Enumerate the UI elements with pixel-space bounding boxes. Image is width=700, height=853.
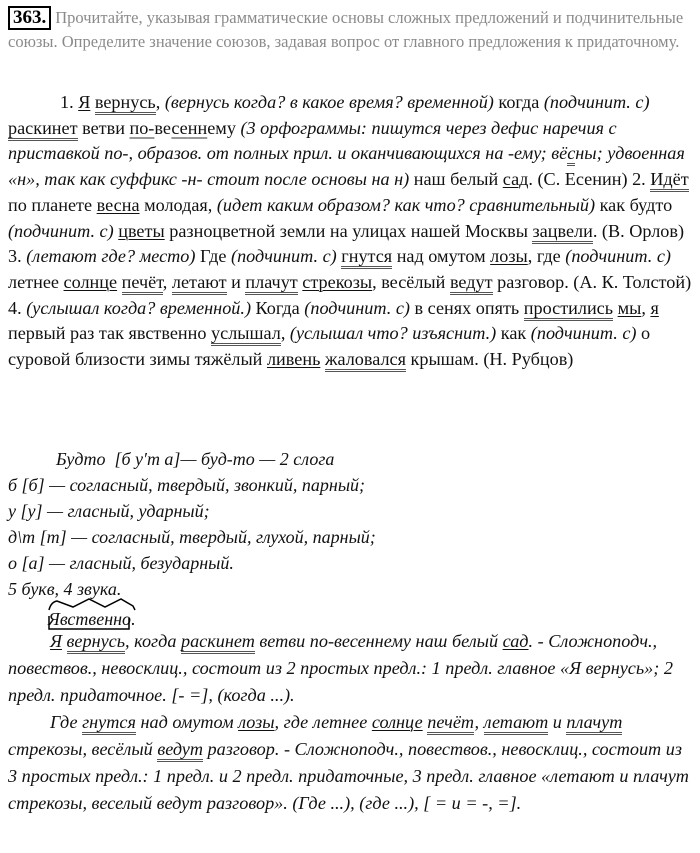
predicate: печёт: [427, 712, 474, 735]
subject: солнце: [63, 271, 118, 292]
conj-note: (подчинит. с): [543, 92, 650, 112]
question-note: (идет каким образом? как что? сравнительный): [216, 194, 596, 215]
subject: ливень: [266, 349, 321, 370]
punct: ,: [155, 92, 161, 112]
predicate: летают: [172, 272, 227, 295]
subject: Я: [78, 92, 91, 112]
sentence-number: 2.: [632, 169, 646, 190]
sentence-parsing: [8, 628, 694, 817]
conj-note: (подчинит. с): [304, 297, 410, 318]
orthogram: нн: [187, 117, 208, 138]
note-text: ны; удвоенная «н», так как суффикс -н- стоит после основы на н): [8, 143, 685, 190]
phonetic-line: д\т [т] — согласный, твердый, глухой, парный;: [8, 527, 376, 547]
conjunction: Когда: [255, 297, 300, 318]
predicate: печёт: [122, 272, 163, 295]
word: разговор.: [497, 271, 569, 292]
word: Где: [50, 712, 78, 732]
predicate: ведут: [157, 739, 203, 762]
word: крышам.: [410, 349, 479, 370]
phonetic-line: 5 букв, 4 звука.: [8, 579, 122, 599]
word: , где летнее: [274, 712, 368, 732]
subject: солнце: [371, 712, 423, 732]
word: ветви по-весеннему наш белый: [259, 631, 499, 651]
conj-note: (подчинит. с): [530, 323, 637, 344]
orthogram: се: [171, 117, 188, 138]
parsing-text: . - Сложноподч., повествов., невосклиц., состоит из 2 простых предл.: 1 предл. главное «Я вернусь»; 2 предл. придаточное. [- =], (когда ...).: [8, 631, 673, 705]
subject: Я: [50, 631, 62, 651]
subject: стрекозы: [302, 271, 373, 292]
predicate: летают: [484, 712, 549, 735]
word: о суровой близости зимы тяжёлый: [8, 323, 651, 370]
author: (А. К. Толстой): [573, 271, 692, 292]
subject: лозы: [238, 712, 275, 732]
word: разноцветной земли на улицах нашей Москвы: [169, 220, 528, 241]
orthogram-word: [129, 118, 235, 138]
predicate: вернусь: [95, 92, 156, 115]
author: (Н. Рубцов): [483, 349, 574, 370]
conjunction: как будто: [599, 194, 673, 215]
conjunction: когда: [498, 92, 540, 112]
sentence-number: 4.: [8, 297, 22, 318]
punct: .: [131, 609, 136, 629]
morphemic-word: Явственно: [48, 609, 132, 629]
predicate: зацвели: [532, 221, 592, 244]
word: над омутом: [396, 246, 486, 267]
predicate: вернусь: [67, 631, 126, 654]
word: и: [552, 712, 562, 732]
word: летнее: [8, 271, 59, 292]
conjunction: , где: [527, 246, 561, 267]
word: стрекозы, весёлый: [8, 739, 153, 759]
predicate: ведут: [450, 272, 493, 295]
predicate: жаловался: [325, 349, 406, 372]
predicate: услышал: [211, 323, 281, 346]
predicate: раскинет: [181, 631, 255, 654]
subject: сад: [502, 169, 529, 190]
question-note: (услышал что? изъяснит.): [289, 323, 497, 344]
parsing-text: разговор. - Сложноподч., повествов., невосклиц., состоит из 3 простых предл.: 1 предл. и 2 предл. придаточные, 3 предл. главное «летают и плачут стрекозы, веселый ведут разговор». (Где ...), (где ...), [ = и = -, =].: [8, 739, 689, 813]
conj-note: (подчинит. с): [565, 246, 671, 267]
word: молодая,: [144, 194, 213, 215]
subject: лозы: [490, 246, 528, 267]
word: , весёлый: [372, 271, 446, 292]
predicate: гнутся: [82, 712, 136, 735]
word: ветви: [82, 117, 125, 138]
orthogram: с: [567, 143, 575, 166]
phonetic-line: о [а] — гласный, безударный.: [8, 553, 234, 573]
word: над омутом: [140, 712, 234, 732]
parsing-paragraph: [8, 628, 694, 709]
subject: сад: [502, 631, 529, 651]
conj-note: (подчинит. с): [231, 246, 337, 267]
phonetic-line: у [у] — гласный, ударный;: [8, 501, 210, 521]
predicate: гнутся: [341, 246, 392, 269]
conjunction: как: [500, 323, 527, 344]
task-statement: [8, 6, 688, 53]
phonetic-analysis: [8, 446, 694, 632]
word-part: ему: [207, 117, 236, 138]
task-text: Прочитайте, указывая грамматические основы сложных предложений и подчинительные союзы. Определите значение союзов, задавая вопрос от главного предложения к придаточному.: [8, 8, 684, 51]
task-number: 363.: [8, 6, 51, 30]
answer-paragraph: 1. Я вернусь, (вернусь когда? в какое время? временной) когда (подчинит. с) раскинет ветви по-весеннему (3 орфограммы: пишутся через дефис наречия с приставкой по-, образов. от полных прил. и оканчивающихся на -ему; вёсны; удвоенная «н», так как суффикс -н- стоит после основы на н) наш белый сад. (С. Есенин) 2. Идёт по планете весна молодая, (идет каким образом? как что? сравнительный) как будто (подчинит. с) цветы разноцветной земли на улицах нашей Москвы зацвели. (В. Орлов) 3. (летают где? место) Где (подчинит. с) гнутся над омутом лозы, где (подчинит. с) летнее солнце печёт, летают и плачут стрекозы, весёлый ведут разговор. (А. К. Толстой) 4. (услышал когда? временной.) Когда (подчинит. с) в сенях опять простились мы, я первый раз так явственно услышал, (услышал что? изъяснит.) как (подчинит. с) о суровой близости зимы тяжёлый ливень жаловался крышам. (Н. Рубцов): [8, 90, 694, 373]
note-text: (3 орфограммы: пишутся через дефис наречия с приставкой по-, образов. от полных прил. и оканчивающихся на -ему; вё: [8, 117, 617, 164]
sentence-number: 3.: [8, 246, 22, 267]
question-note: (услышал когда? временной.): [26, 297, 251, 318]
subject: весна: [96, 194, 140, 215]
word: , когда: [125, 631, 177, 651]
answer-text: [8, 90, 694, 373]
subject: я: [650, 297, 659, 318]
question-note: (летают где? место): [26, 246, 196, 267]
predicate: простились: [524, 298, 613, 321]
author: . (В. Орлов): [592, 220, 685, 241]
word: в сенях опять: [414, 297, 520, 318]
parsing-paragraph: Где гнутся над омутом лозы, где летнее солнце печёт, летают и плачут стрекозы, весёлый ведут разговор. - Сложноподч., повествов., невосклиц., состоит из 3 простых предл.: 1 предл. и 2 предл. придаточные, 3 предл. главное «летают и плачут стрекозы, веселый ведут разговор». (Где ...), (где ...), [ = и = -, =].: [8, 712, 689, 813]
predicate: Идёт: [650, 169, 688, 192]
predicate: раскинет: [8, 118, 78, 141]
word-part: ве: [154, 117, 172, 138]
orthogram: по-: [129, 117, 155, 138]
predicate: плачут: [566, 712, 622, 735]
word: первый раз так явственно: [8, 323, 207, 344]
question-note: (вернусь когда? в какое время? временной): [164, 92, 494, 112]
word: по планете: [8, 194, 93, 215]
conjunction: Где: [200, 246, 227, 267]
phonetic-header: [8, 446, 694, 472]
subject: цветы: [118, 220, 165, 241]
sentence-number: 1.: [60, 92, 74, 112]
author: . (С. Есенин): [528, 169, 628, 190]
subject: мы: [617, 297, 642, 318]
phonetic-line: б [б] — согласный, твердый, звонкий, парный;: [8, 475, 366, 495]
predicate: плачут: [245, 272, 297, 295]
morpheme-marks-icon: [45, 596, 141, 630]
conj-note: (подчинит. с): [8, 220, 114, 241]
transcription: [б у′т а]— буд-то — 2 слога: [114, 449, 335, 469]
word: и: [231, 271, 241, 292]
word: наш белый: [413, 169, 499, 190]
head-word: Будто: [56, 449, 106, 469]
